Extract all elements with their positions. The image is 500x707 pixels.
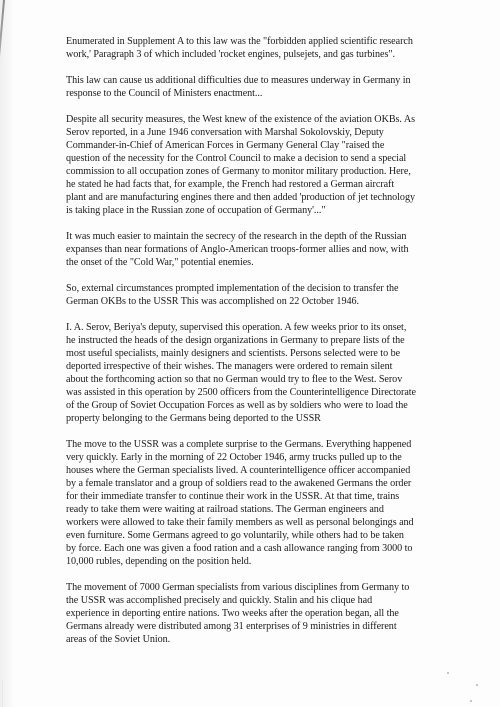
scan-speck: [447, 672, 449, 674]
text-line: response to the Council of Ministers enactment...: [66, 88, 263, 99]
paragraph: [66, 321, 470, 425]
page-fold-mark-bottom: [2, 680, 3, 707]
text-line: houses where the German specialists lived. A counterintelligence officer accompanied: [66, 465, 411, 476]
text-line: is taking place in the Russian zone of occupation of Germany'...": [66, 205, 326, 216]
text-line: experience in deporting entire nations. Two weeks after the operation began, all the: [66, 608, 399, 619]
text-line: by a female translator and a group of soldiers read to the awakened Germans the order: [66, 478, 412, 489]
paragraph: [66, 581, 470, 646]
text-line: The move to the USSR was a complete surprise to the Germans. Everything happened: [66, 439, 412, 450]
paragraph: [66, 35, 470, 61]
paragraph: [66, 74, 470, 100]
paragraph: [66, 438, 470, 568]
text-line: workers were allowed to take their family members as well as personal belongings and: [66, 517, 414, 528]
scan-speck: [476, 684, 478, 686]
text-line: for their immediate transfer to continue their work in the USSR. At that time, trains: [66, 491, 400, 502]
scan-speck: [470, 700, 472, 702]
text-line: The movement of 7000 German specialists from various disciplines from Germany to: [66, 582, 410, 593]
text-line: Germans already were distributed among 31 enterprises of 9 ministries in different: [66, 621, 397, 632]
text-line: deported irrespective of their wishes. The managers were ordered to remain silent: [66, 361, 393, 372]
text-line: he instructed the heads of the design organizations in Germany to prepare lists of the: [66, 335, 405, 346]
text-line: very quickly. Early in the morning of 22 October 1946, army trucks pulled up to the: [66, 452, 402, 463]
text-line: So, external circumstances prompted implementation of the decision to transfer the: [66, 283, 399, 294]
text-line: was assisted in this operation by 2500 officers from the Counterintelligence Directorate: [66, 387, 416, 398]
text-line: he stated he had facts that, for example, the French had restored a German aircraft: [66, 179, 395, 190]
text-line: commission to all occupation zones of Germany to monitor military production. Here,: [66, 166, 411, 177]
text-line: areas of the Soviet Union.: [66, 634, 171, 645]
text-line: I. A. Serov, Beriya's deputy, supervised this operation. A few weeks prior to its onset,: [66, 322, 407, 333]
text-line: German OKBs to the USSR This was accomplished on 22 October 1946.: [66, 296, 359, 307]
paragraph: [66, 282, 470, 308]
text-line: of the Group of Soviet Occupation Forces as well as by soldiers who were to load the: [66, 400, 408, 411]
text-line: by force. Each one was given a food ration and a cash allowance ranging from 3000 to: [66, 543, 413, 554]
page-left-edge-shadow: [0, 0, 14, 707]
text-line: plant and are manufacturing engines there and then added 'production of jet technology: [66, 192, 415, 203]
text-line: work,' Paragraph 3 of which included 'rocket engines, pulsejets, and gas turbines".: [66, 49, 395, 60]
document-body: [66, 35, 470, 659]
text-line: most useful specialists, mainly designers and scientists. Persons selected were to be: [66, 348, 401, 359]
text-line: expanses than near formations of Anglo-American troops-former allies and now, with: [66, 244, 409, 255]
text-line: question of the necessity for the Control Council to make a decision to send a special: [66, 153, 407, 164]
text-line: It was much easier to maintain the secrecy of the research in the depth of the Russian: [66, 231, 407, 242]
text-line: the USSR was accomplished precisely and quickly. Stalin and his clique had: [66, 595, 373, 606]
text-line: Commander-in-Chief of American Forces in Germany General Clay "raised the: [66, 140, 385, 151]
text-line: Enumerated in Supplement A to this law was the "forbidden applied scientific research: [66, 36, 413, 47]
text-line: property belonging to the Germans being deported to the USSR: [66, 413, 321, 424]
text-line: Serov reported, in a June 1946 conversation with Marshal Sokolovskiy, Deputy: [66, 127, 384, 138]
text-line: ready to take them were waiting at railroad stations. The German engineers and: [66, 504, 384, 515]
text-line: Despite all security measures, the West knew of the existence of the aviation OKBs. As: [66, 114, 415, 125]
text-line: This law can cause us additional difficulties due to measures underway in Germany in: [66, 75, 411, 86]
text-line: even furniture. Some Germans agreed to go voluntarily, while others had to be taken: [66, 530, 404, 541]
paragraph: [66, 113, 470, 217]
paragraph: [66, 230, 470, 269]
text-line: about the forthcoming action so that no German would try to flee to the West. Serov: [66, 374, 403, 385]
text-line: 10,000 rubles, depending on the position held.: [66, 556, 252, 567]
text-line: the onset of the "Cold War," potential enemies.: [66, 257, 254, 268]
